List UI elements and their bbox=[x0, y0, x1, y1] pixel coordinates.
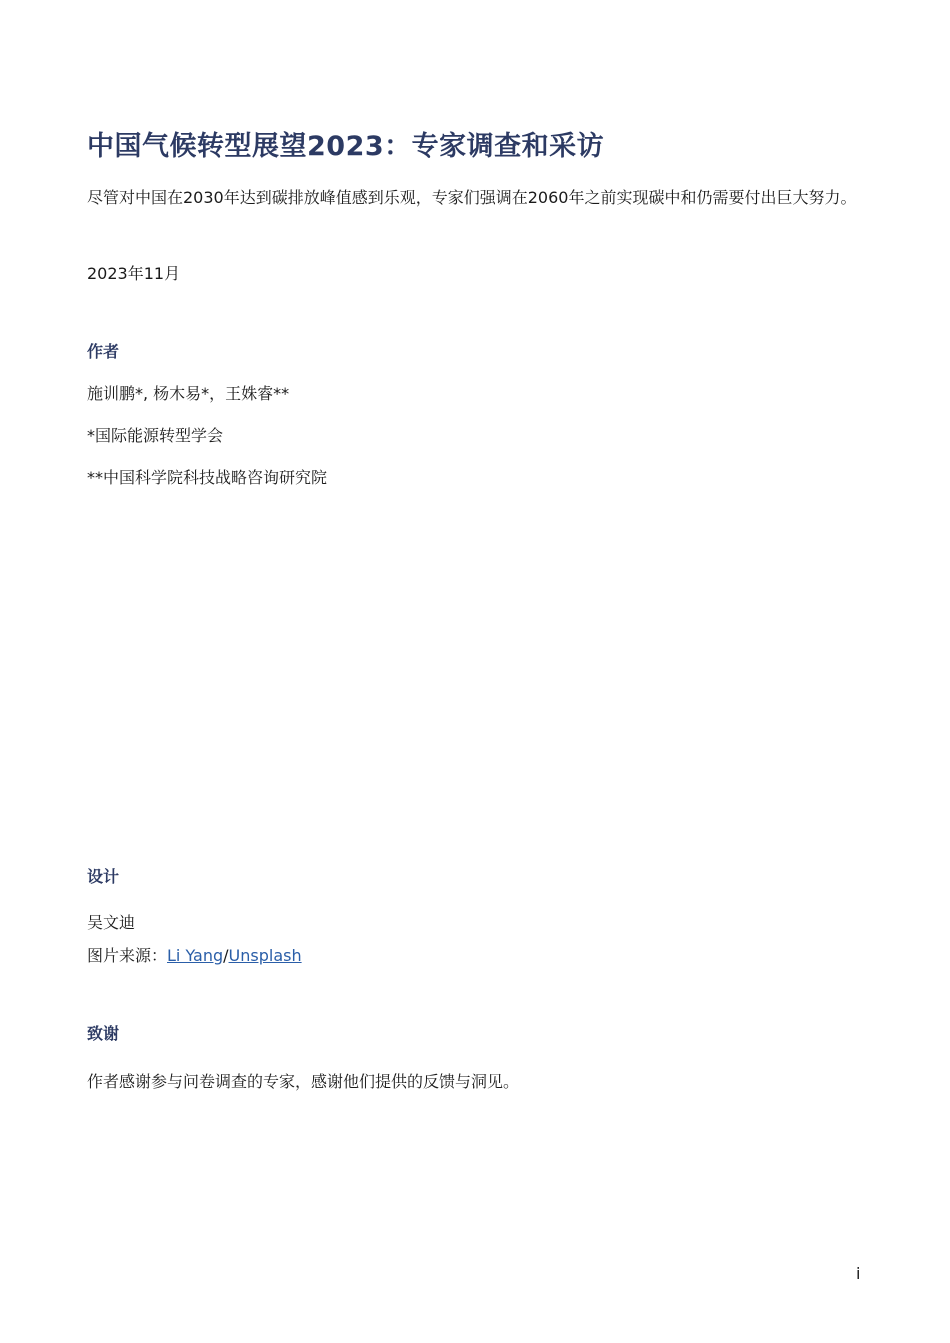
subtitle: 尽管对中国在2030年达到碳排放峰值感到乐观，专家们强调在2060年之前实现碳中和仍需要付出巨大努力。 bbox=[87, 188, 857, 207]
acknowledgements-text: 作者感谢参与问卷调查的专家，感谢他们提供的反馈与洞见。 bbox=[87, 1072, 520, 1091]
photo-credit-author-link[interactable]: Li Yang bbox=[167, 946, 224, 965]
design-heading: 设计 bbox=[87, 867, 120, 886]
page-number: i bbox=[856, 1264, 861, 1283]
author-affiliation-2: **中国科学院科技战略咨询研究院 bbox=[87, 468, 328, 487]
photo-credit-source-link[interactable]: Unsplash bbox=[228, 946, 302, 965]
page-title: 中国气候转型展望2023：专家调查和采访 bbox=[87, 131, 605, 162]
designer-name: 吴文迪 bbox=[87, 913, 136, 932]
photo-credit-label: 图片来源： bbox=[87, 946, 168, 965]
authors-heading: 作者 bbox=[87, 342, 120, 361]
acknowledgements-heading: 致谢 bbox=[87, 1024, 120, 1043]
author-affiliation-1: *国际能源转型学会 bbox=[87, 426, 224, 445]
author-names: 施训鹏*, 杨木易*，王姝睿** bbox=[87, 384, 290, 403]
photo-credit-separator: / bbox=[223, 946, 229, 965]
publication-date: 2023年11月 bbox=[87, 264, 181, 283]
photo-credit bbox=[87, 943, 302, 966]
